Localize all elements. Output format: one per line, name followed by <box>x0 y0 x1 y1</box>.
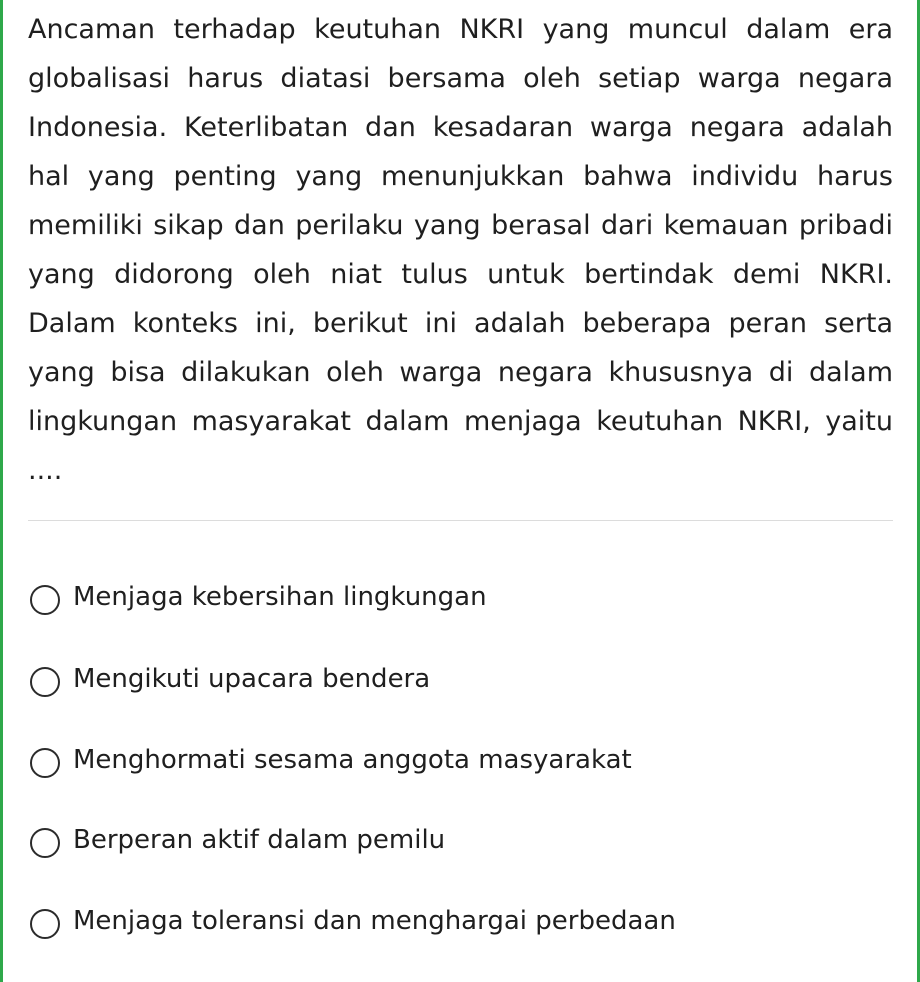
answer-option-label: Menghormati sesama anggota masyarakat <box>73 745 632 775</box>
answer-option-label: Menjaga toleransi dan menghargai perbedaan <box>73 906 676 936</box>
radio-unchecked-icon[interactable] <box>30 585 60 615</box>
radio-unchecked-icon[interactable] <box>30 748 60 778</box>
radio-unchecked-icon[interactable] <box>30 909 60 939</box>
answer-option-label: Berperan aktif dalam pemilu <box>73 825 446 855</box>
answer-option-label: Mengikuti upacara bendera <box>73 664 431 694</box>
radio-unchecked-icon[interactable] <box>30 667 60 697</box>
question-text: Ancaman terhadap keutuhan NKRI yang muncul dalam era globalisasi harus diatasi bersama oleh setiap warga negara Indonesia. Keterlibatan dan kesadaran warga negara adalah hal yang penting yang menunjukkan bahwa individu harus memiliki sikap dan perilaku yang berasal dari kemauan pribadi yang didorong oleh niat tulus untuk bertindak demi NKRI. Dalam konteks ini, berikut ini adalah beberapa peran serta yang bisa dilakukan oleh warga negara khususnya di dalam lingkungan masyarakat dalam menjaga keutuhan NKRI, yaitu .... <box>28 14 893 486</box>
radio-unchecked-icon[interactable] <box>30 828 60 858</box>
answer-option-3[interactable] <box>30 730 632 790</box>
answer-option-5[interactable] <box>30 891 676 951</box>
answer-option-2[interactable] <box>30 649 430 709</box>
answer-option-label: Menjaga kebersihan lingkungan <box>73 582 487 612</box>
answer-option-4[interactable] <box>30 810 445 870</box>
divider <box>28 520 893 521</box>
answer-option-1[interactable] <box>30 567 487 627</box>
